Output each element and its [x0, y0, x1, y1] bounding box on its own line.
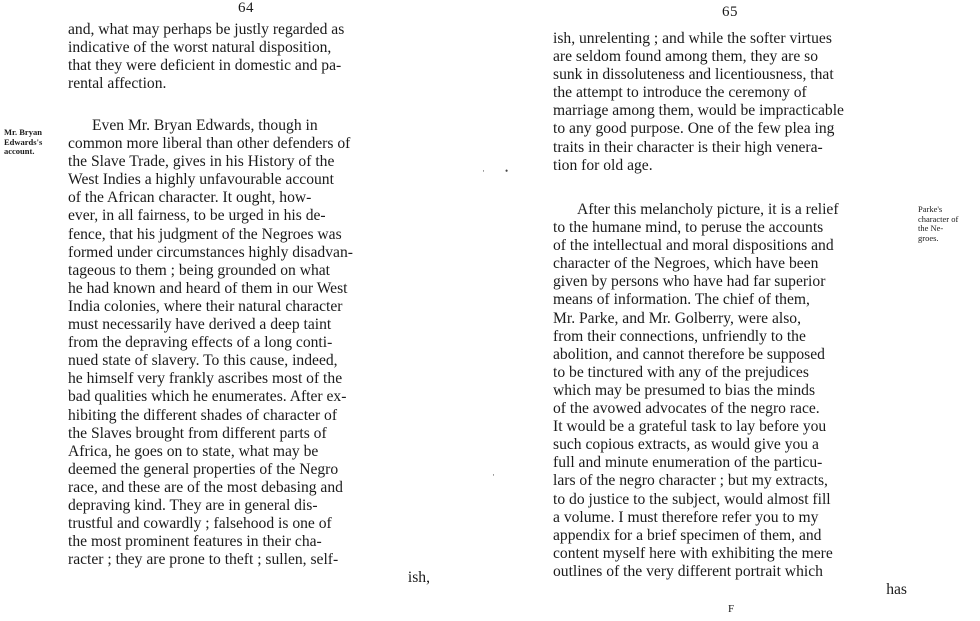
text-line: India colonies, where their natural character: [68, 297, 343, 315]
text-line: the attempt to introduce the ceremony of: [553, 84, 807, 102]
text-line: to be tinctured with any of the prejudices: [553, 363, 809, 381]
text-line: deemed the general properties of the Negro: [68, 460, 339, 478]
margin-note-line: Parke's: [918, 204, 943, 214]
text-line: full and minute enumeration of the particu-: [553, 454, 823, 472]
text-line: sunk in dissoluteness and licentiousness, that: [553, 66, 834, 84]
text-line: outlines of the very different portrait which: [553, 562, 823, 580]
left-top-paragraph: [68, 21, 426, 93]
margin-note-right: [918, 205, 978, 243]
text-line: depraving kind. They are in general dis-: [68, 496, 318, 514]
text-line: which may be presumed to bias the minds: [553, 381, 816, 399]
text-line: content myself here with exhibiting the mere: [553, 544, 833, 562]
margin-note-line: Edwards's: [4, 136, 43, 147]
text-line: lars of the negro character ; but my extracts,: [553, 472, 828, 490]
text-line: he himself very frankly ascribes most of the: [68, 370, 343, 388]
text-line: race, and these are of the most debasing and: [68, 478, 343, 496]
text-line: tion for old age.: [553, 156, 653, 174]
right-page: [490, 0, 980, 621]
signature-mark: F: [728, 603, 735, 615]
text-line: he had known and heard of them in our West: [68, 279, 348, 297]
text-line: to do justice to the subject, would almost fill: [553, 490, 831, 508]
text-line: that they were deficient in domestic and pa-: [68, 57, 342, 75]
text-line: hibiting the different shades of character of: [68, 406, 338, 424]
text-line: of the intellectual and moral dispositions and: [553, 237, 834, 255]
text-line: fence, that his judgment of the Negroes was: [68, 225, 342, 243]
speck-mark: •: [505, 166, 509, 176]
text-line: and, what may perhaps be justly regarded as: [68, 21, 345, 38]
text-line: given by persons who have had far superior: [553, 273, 826, 291]
page-number-left: 64: [238, 0, 254, 16]
catchword: ish,: [407, 569, 430, 587]
text-line: West Indies a highly unfavourable account: [68, 171, 334, 189]
text-line: the most prominent features in their cha-: [68, 533, 322, 551]
right-main-paragraph: [553, 201, 907, 599]
text-line: racter ; they are prone to theft ; sullen, self-: [68, 551, 339, 569]
speck-mark: ·: [482, 166, 485, 176]
text-line: to the humane mind, to peruse the accounts: [553, 219, 824, 237]
text-line: to any good purpose. One of the few plea ing: [553, 120, 835, 138]
margin-note-line: the Ne-: [918, 223, 944, 233]
margin-note-left: [4, 128, 64, 157]
catchword: has: [886, 580, 907, 598]
text-line: formed under circumstances highly disadvan-: [68, 243, 353, 261]
text-line: Africa, he goes on to state, what may be: [68, 442, 319, 460]
text-line: indicative of the worst natural disposition,: [68, 39, 332, 57]
text-line: Even Mr. Bryan Edwards, though in: [92, 117, 318, 134]
text-line: of the African character. It ought, how-: [68, 189, 312, 207]
text-line: It would be a grateful task to lay before you: [553, 418, 827, 436]
text-line: Mr. Parke, and Mr. Golberry, were also,: [553, 309, 801, 327]
margin-note-line: Mr. Bryan: [4, 127, 42, 137]
text-line: the Slave Trade, gives in his History of the: [68, 153, 335, 171]
margin-note-line: character of: [918, 213, 959, 224]
text-line: a volume. I must therefore refer you to my: [553, 508, 819, 526]
speck-mark: ·: [492, 470, 495, 480]
text-line: must necessarily have derived a deep taint: [68, 316, 332, 334]
text-line: the Slaves brought from different parts of: [68, 424, 327, 442]
text-line: abolition, and cannot therefore be supposed: [553, 345, 825, 363]
text-line: bad qualities which he enumerates. After ex-: [68, 388, 347, 406]
text-line: ish, unrelenting ; and while the softer virtues: [553, 30, 832, 47]
text-line: means of information. The chief of them,: [553, 291, 810, 309]
text-line: of the avowed advocates of the negro race.: [553, 400, 820, 418]
text-line: After this melancholy picture, it is a relief: [577, 201, 839, 218]
right-top-paragraph: [553, 30, 905, 175]
text-line: character of the Negroes, which have been: [553, 255, 819, 273]
text-line: rental affection.: [68, 75, 167, 93]
text-line: traits in their character is their high venera-: [553, 138, 823, 156]
text-line: ever, in all fairness, to be urged in his de-: [68, 207, 326, 225]
text-line: trustful and cowardly ; falsehood is one of: [68, 515, 332, 533]
text-line: nued state of slavery. To this cause, indeed,: [68, 352, 338, 370]
margin-note-line: account.: [4, 146, 35, 156]
text-line: from their connections, unfriendly to the: [553, 327, 806, 345]
text-line: from the depraving effects of a long conti-: [68, 334, 333, 352]
text-line: marriage among them, would be impracticable: [553, 102, 844, 120]
text-line: are seldom found among them, they are so: [553, 48, 819, 66]
text-line: appendix for a brief specimen of them, and: [553, 526, 822, 544]
margin-note-line: groes.: [918, 232, 939, 243]
text-line: tageous to them ; being grounded on what: [68, 261, 331, 279]
text-line: such copious extracts, as would give you a: [553, 436, 819, 454]
text-line: common more liberal than other defenders of: [68, 135, 351, 153]
left-main-paragraph: [68, 117, 430, 587]
page-number-right: 65: [722, 4, 738, 20]
